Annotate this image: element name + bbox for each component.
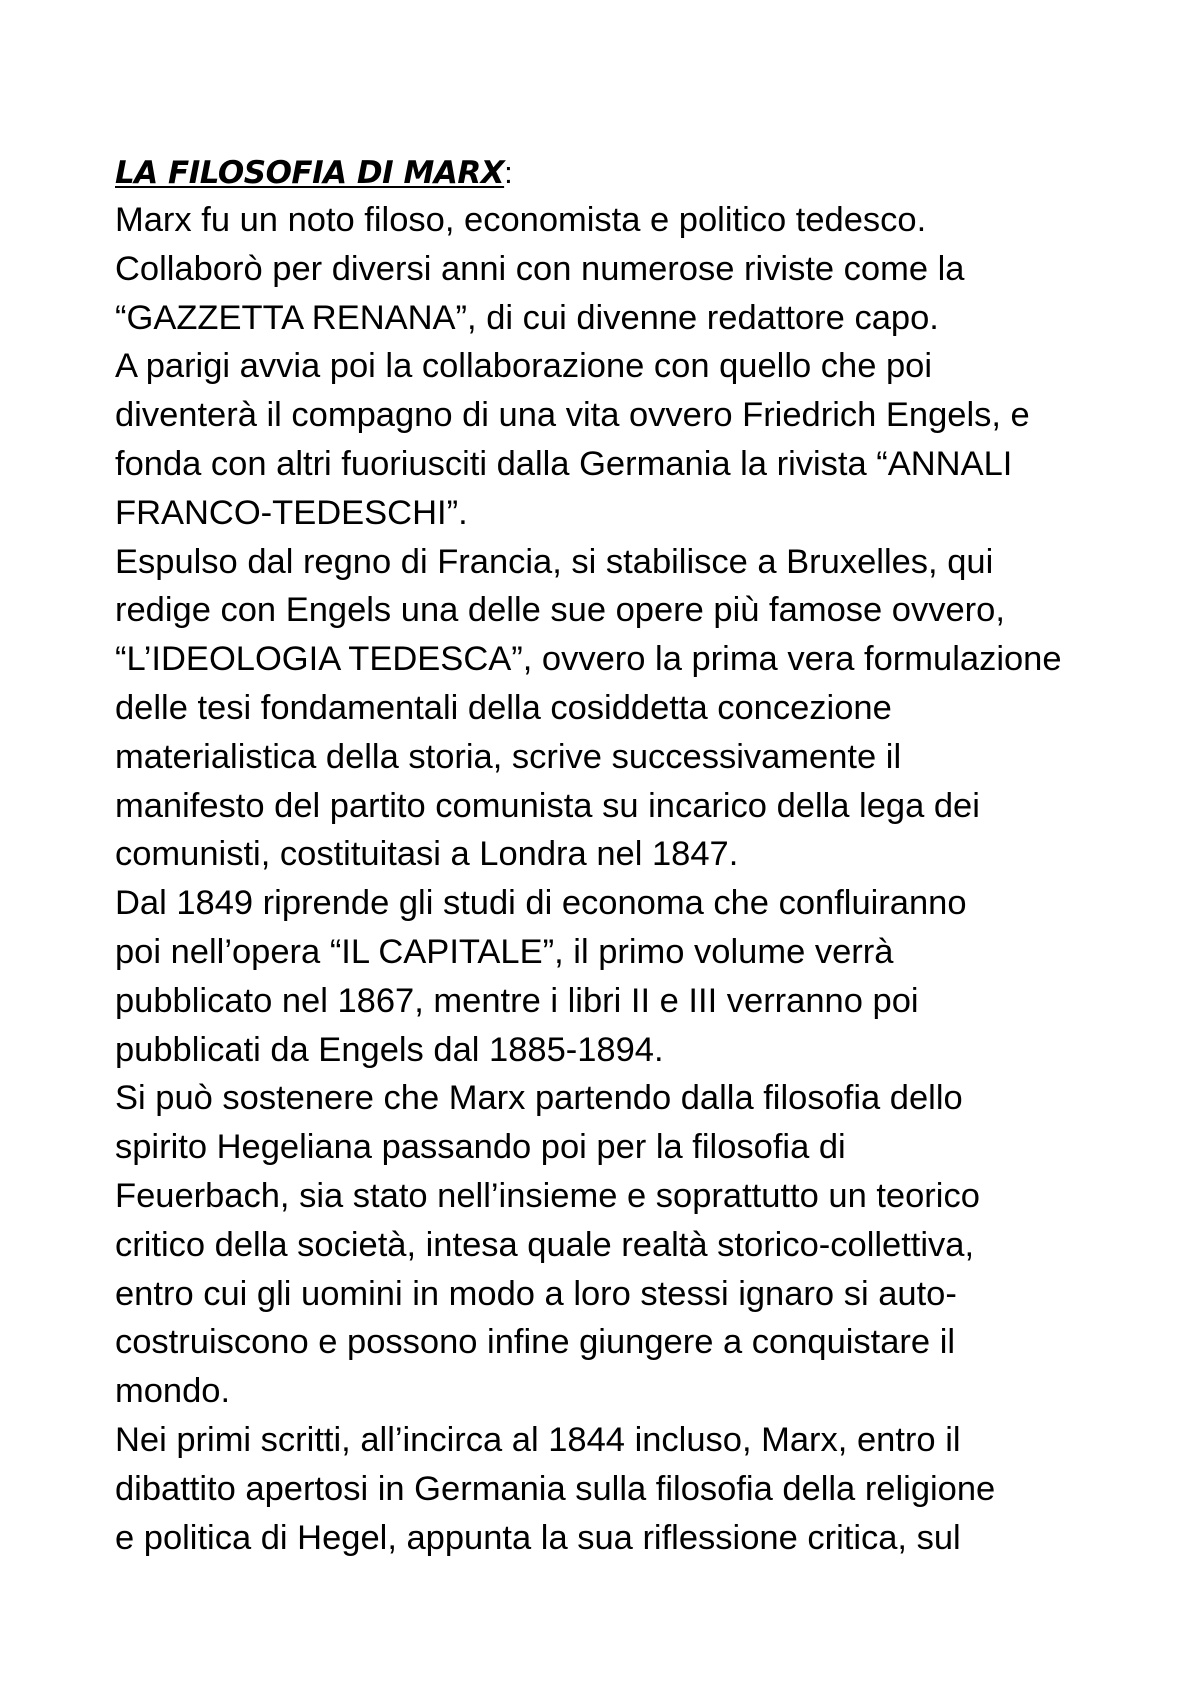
- text-line: Si può sostenere che Marx partendo dalla filosofia dello: [115, 1079, 963, 1118]
- text-line: fonda con altri fuoriusciti dalla Germania la rivista “ANNALI: [115, 444, 1013, 483]
- text-line: redige con Engels una delle sue opere più famose ovvero,: [115, 591, 1005, 630]
- text-line: “L’IDEOLOGIA TEDESCA”, ovvero la prima vera formulazione: [115, 640, 1062, 679]
- text-line: costruiscono e possono infine giungere a conquistare il: [115, 1323, 956, 1362]
- text-line: mondo.: [115, 1372, 231, 1411]
- text-line: FRANCO-TEDESCHI”.: [115, 493, 468, 532]
- document-body: [115, 150, 1155, 1562]
- text-line: Dal 1849 riprende gli studi di economa che confluiranno: [115, 884, 967, 923]
- text-line: manifesto del partito comunista su incarico della lega dei: [115, 786, 980, 825]
- text-line: pubblicato nel 1867, mentre i libri II e III verranno poi: [115, 981, 919, 1020]
- text-line: spirito Hegeliana passando poi per la filosofia di: [115, 1128, 846, 1167]
- title-colon: :: [504, 155, 513, 190]
- text-line: pubblicati da Engels dal 1885-1894.: [115, 1030, 664, 1069]
- text-line: Nei primi scritti, all’incirca al 1844 incluso, Marx, entro il: [115, 1420, 961, 1459]
- text-line: Espulso dal regno di Francia, si stabilisce a Bruxelles, qui: [115, 542, 994, 581]
- text-line: poi nell’opera “IL CAPITALE”, il primo volume verrà: [115, 932, 894, 971]
- text-line: “GAZZETTA RENANA”, di cui divenne redattore capo.: [115, 298, 939, 337]
- document-title: LA FILOSOFIA DI MARX: [115, 155, 505, 191]
- text-line: critico della società, intesa quale realtà storico-collettiva,: [115, 1225, 975, 1264]
- text-line: delle tesi fondamentali della cosiddetta concezione: [115, 688, 892, 727]
- text-line: A parigi avvia poi la collaborazione con quello che poi: [115, 347, 933, 386]
- title-line: [115, 150, 1155, 196]
- text-line: diventerà il compagno di una vita ovvero Friedrich Engels, e: [115, 396, 1030, 435]
- text-line: comunisti, costituitasi a Londra nel 1847.: [115, 835, 739, 874]
- text-line: Collaborò per diversi anni con numerose riviste come la: [115, 249, 965, 288]
- text-line: Feuerbach, sia stato nell’insieme e soprattutto un teorico: [115, 1176, 980, 1215]
- text-line: materialistica della storia, scrive successivamente il: [115, 737, 902, 776]
- text-line: e politica di Hegel, appunta la sua riflessione critica, sul: [115, 1518, 961, 1557]
- text-line: dibattito apertosi in Germania sulla filosofia della religione: [115, 1469, 996, 1508]
- text-line: entro cui gli uomini in modo a loro stessi ignaro si auto-: [115, 1274, 957, 1313]
- text-line: Marx fu un noto filoso, economista e politico tedesco.: [115, 201, 927, 239]
